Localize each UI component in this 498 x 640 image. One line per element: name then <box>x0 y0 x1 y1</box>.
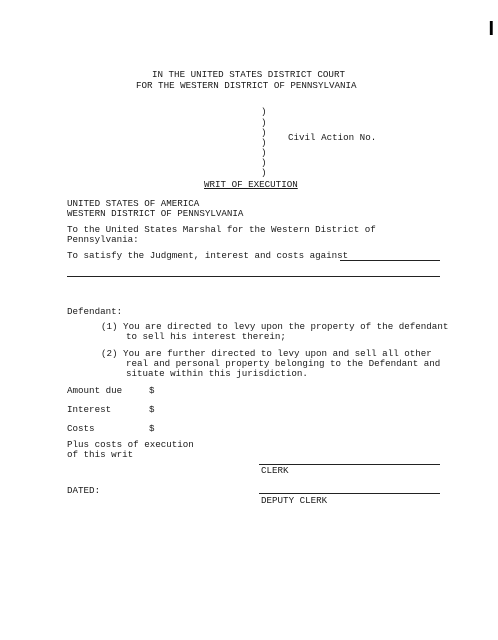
court-header-line2: FOR THE WESTERN DISTRICT OF PENNSYLVANIA <box>136 80 357 91</box>
directive-2-line2: real and personal property belonging to the Defendant and <box>126 358 441 369</box>
deputy-clerk-label: DEPUTY CLERK <box>261 495 328 506</box>
costs-dollar: $ <box>149 423 155 434</box>
directive-2-line1: (2) You are further directed to levy upon and sell all other <box>101 348 432 359</box>
clerk-label: CLERK <box>261 465 289 476</box>
defendant-label: Defendant: <box>67 306 123 317</box>
plaintiff-line2: WESTERN DISTRICT OF PENNSYLVANIA <box>67 208 244 219</box>
plaintiff-line1: UNITED STATES OF AMERICA <box>67 198 200 209</box>
caption-paren: ) <box>261 167 267 178</box>
satisfy-judgment-text: To satisfy the Judgment, interest and costs against <box>67 250 349 261</box>
marshal-address-line2: Pennsylvania: <box>67 234 139 245</box>
document-title: WRIT OF EXECUTION <box>204 179 298 190</box>
caption-paren: ) <box>261 147 267 158</box>
civil-action-label: Civil Action No. <box>288 132 377 143</box>
directive-2-line3: situate within this jurisdiction. <box>126 368 308 379</box>
costs-label: Costs <box>67 423 95 434</box>
directive-1-line2: to sell his interest therein; <box>126 331 286 342</box>
caption-paren: ) <box>261 117 267 128</box>
court-header-line1: IN THE UNITED STATES DISTRICT COURT <box>152 69 345 80</box>
caption-paren: ) <box>261 137 267 148</box>
marshal-address-line1: To the United States Marshal for the Western District of <box>67 224 376 235</box>
page-edge-mark: I <box>488 18 494 40</box>
caption-paren: ) <box>261 106 267 117</box>
amount-due-dollar: $ <box>149 385 155 396</box>
deputy-clerk-signature-line <box>259 493 440 494</box>
dated-label: DATED: <box>67 485 101 496</box>
interest-dollar: $ <box>149 404 155 415</box>
caption-paren: ) <box>261 127 267 138</box>
plus-costs-line1: Plus costs of execution <box>67 439 194 450</box>
interest-label: Interest <box>67 404 112 415</box>
caption-paren: ) <box>261 157 267 168</box>
directive-1-line1: (1) You are directed to levy upon the property of the defendant <box>101 321 449 332</box>
defendant-continuation-blank <box>67 276 440 277</box>
defendant-name-blank <box>340 260 440 261</box>
plus-costs-line2: of this writ <box>67 449 134 460</box>
amount-due-label: Amount due <box>67 385 123 396</box>
